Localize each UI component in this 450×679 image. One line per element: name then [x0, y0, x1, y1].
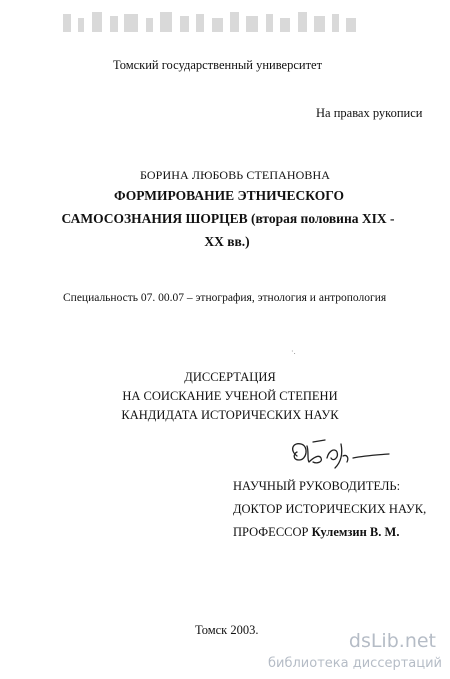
author-name: БОРИНА ЛЮБОВЬ СТЕПАНОВНА	[140, 168, 331, 182]
title-line: САМОСОЗНАНИЯ ШОРЦЕВ (вторая половина XIX -	[61, 211, 395, 226]
dissertation-title	[0, 184, 450, 253]
supervisor-title: ПРОФЕССОР	[233, 525, 309, 539]
title-line: XX вв.)	[204, 234, 250, 249]
watermark-tagline: библиотека диссертаций	[268, 656, 442, 671]
manuscript-rights-note: На правах рукописи	[316, 106, 423, 120]
degree-statement	[100, 368, 360, 425]
handwritten-signature	[283, 436, 393, 476]
supervisor-name: Кулемзин В. М.	[311, 525, 400, 539]
degree-line: КАНДИДАТА ИСТОРИЧЕСКИХ НАУК	[121, 408, 339, 422]
supervisor-label: НАУЧНЫЙ РУКОВОДИТЕЛЬ:	[233, 479, 401, 493]
specialty-line: Специальность 07. 00.07 – этнография, этнология и антропология	[63, 292, 387, 304]
supervisor-name-line	[233, 521, 426, 544]
supervisor-degree: ДОКТОР ИСТОРИЧЕСКИХ НАУК,	[233, 502, 427, 516]
degree-line: ДИССЕРТАЦИЯ	[184, 370, 276, 384]
supervisor-block	[233, 475, 426, 544]
degree-line: НА СОИСКАНИЕ УЧЕНОЙ СТЕПЕНИ	[122, 389, 338, 403]
dslib-watermark-logo	[252, 628, 448, 678]
watermark-brand: dsLib.net	[348, 630, 436, 652]
title-line: ФОРМИРОВАНИЕ ЭТНИЧЕСКОГО	[114, 188, 344, 203]
university-name: Томский государственный университет	[113, 58, 323, 72]
city-and-year: Томск 2003.	[195, 623, 259, 637]
scan-artifact-stamp	[0, 0, 450, 46]
scan-speck: ·.	[291, 347, 296, 356]
